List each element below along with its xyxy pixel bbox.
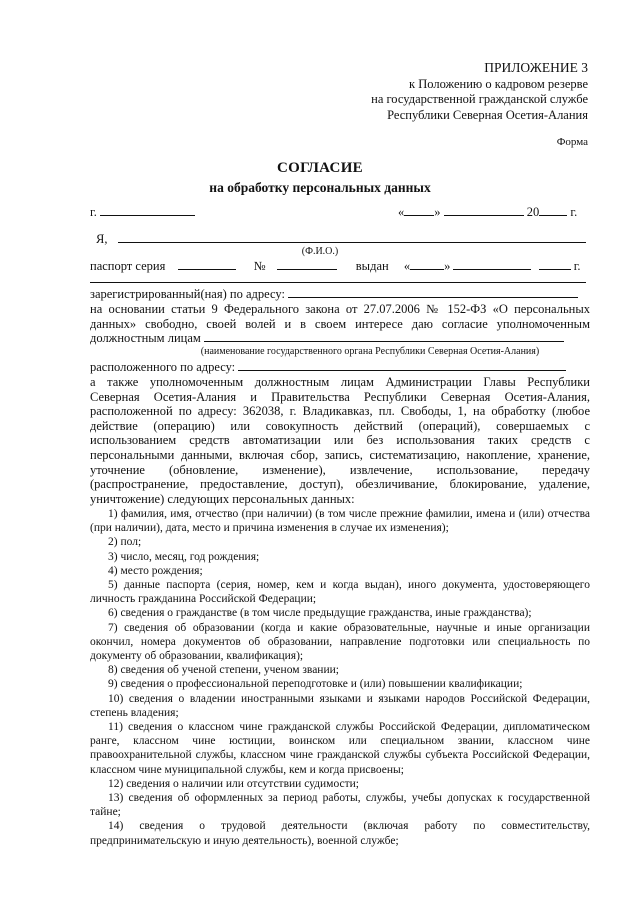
document-subtitle: на обработку персональных данных — [209, 180, 431, 195]
passport-label: паспорт серия — [90, 259, 166, 273]
list-item-continuation: правоохранительной службы, классном чине гражданской службы субъекта Российской Федерации, — [90, 749, 590, 762]
body-line: Северная Осетия-Алания и Правительства Республики Северная Осетия-Алания, — [90, 389, 590, 404]
basis-line-1: на основании статьи 9 Федерального закона от 27.07.2006 № 152-ФЗ «О персональных — [90, 302, 590, 316]
body-line: расположенной по адресу: 362038, г. Владикавказ, пл. Свободы, 1, на обработку (любое — [90, 404, 590, 419]
list-item-first-line: 7) сведения об образовании (когда и какие образовательные, научные и иные организации — [108, 621, 590, 634]
list-item — [90, 606, 590, 620]
registered-line — [90, 287, 590, 302]
list-item — [90, 507, 590, 535]
appendix-line-3: Республики Северная Осетия-Алания — [387, 107, 588, 122]
list-item-first-line: 14) сведения о трудовой деятельности (включая работу по совместительству, — [108, 820, 590, 833]
officials-label: должностным лицам — [90, 331, 201, 346]
address-field[interactable] — [288, 287, 578, 298]
year-suffix: г. — [570, 205, 578, 219]
list-item — [90, 621, 590, 664]
list-item-continuation: степень владения; — [90, 706, 179, 719]
list-item-first-line: 5) данные паспорта (серия, номер, кем и когда выдан), иного документа, удостоверяющего — [108, 579, 590, 592]
list-item — [90, 777, 590, 791]
organization-address-field[interactable] — [238, 360, 566, 371]
list-item-first-line: 11) сведения о классном чине гражданской службы Российской Федерации, дипломатическом — [108, 721, 590, 734]
body-line: действие (операцию) или совокупность действий (операций), совершаемых с — [90, 418, 590, 433]
list-item — [90, 720, 590, 777]
issued-day-field[interactable] — [410, 259, 444, 270]
date-quote-open: « — [398, 205, 405, 219]
day-field[interactable] — [404, 205, 434, 216]
body-line: (распространение, предоставление, доступ), обезличивание, блокирование, удаление, — [90, 477, 590, 492]
issued-month-field[interactable] — [453, 259, 531, 270]
list-item-continuation: классном чине муниципальной службы, кем и когда присвоены; — [90, 763, 404, 776]
ya-label: Я, — [96, 232, 108, 246]
year-prefix: 20 — [526, 205, 540, 219]
issued-quote-open: « — [403, 259, 411, 273]
list-item-first-line: 12) сведения о наличии или отсутствии судимости; — [108, 777, 359, 790]
list-item-continuation: личность гражданина Российской Федерации; — [90, 593, 317, 606]
list-item — [90, 578, 590, 606]
city-date-line — [90, 205, 590, 220]
list-item — [90, 663, 590, 677]
issued-label: выдан — [355, 259, 389, 273]
issued-year-suffix: г. — [573, 259, 581, 273]
appendix-line-2: на государственной гражданской службе — [371, 92, 588, 106]
list-item — [90, 535, 590, 549]
list-item-continuation: ранге, классном чине юстиции, воинском или специальном звании, классном чине — [90, 735, 590, 748]
date-quote-close: » — [434, 205, 441, 219]
fio-field[interactable] — [118, 232, 586, 243]
month-field[interactable] — [444, 205, 524, 216]
city-prefix: г. — [90, 205, 97, 219]
fio-note: (Ф.И.О.) — [301, 246, 339, 257]
consent-body — [90, 375, 590, 506]
list-item-continuation: предпринимательскую и иную деятельность), военной службе; — [90, 834, 399, 847]
body-last-line: уничтожение) следующих персональных данных: — [90, 491, 355, 506]
list-item-first-line: 10) сведения о владении иностранными языками и языками народов Российской Федерации, — [108, 692, 590, 705]
basis-paragraph — [90, 302, 590, 346]
located-label: расположенного по адресу: — [90, 360, 236, 374]
list-item-first-line: 6) сведения о гражданстве (в том числе предыдущие гражданства, иные гражданства); — [108, 607, 532, 620]
number-sign: № — [253, 259, 266, 273]
list-item-continuation: тайне; — [90, 806, 121, 819]
list-item — [90, 819, 590, 847]
appendix-number: ПРИЛОЖЕНИЕ 3 — [484, 60, 588, 75]
issued-year-field[interactable] — [539, 259, 571, 270]
body-line: использованием средств автоматизации или без использования таких средств с — [90, 433, 590, 448]
document-title: СОГЛАСИЕ — [277, 160, 363, 176]
passport-series-field[interactable] — [178, 259, 236, 270]
list-item-continuation: окончил, номера документов об образовании, направление подготовки или специальность по — [90, 635, 590, 648]
list-item-first-line: 4) место рождения; — [108, 564, 203, 577]
personal-data-list — [90, 507, 590, 848]
issued-by-field[interactable] — [90, 272, 586, 283]
appendix-header — [371, 60, 588, 123]
passport-number-field[interactable] — [277, 259, 337, 270]
list-item — [90, 692, 590, 720]
list-item-first-line: 9) сведения о профессиональной переподготовке и (или) повышении квалификации; — [108, 678, 523, 691]
list-item — [90, 564, 590, 578]
list-item-continuation: документу об образовании, квалификация); — [90, 650, 304, 663]
list-item — [90, 791, 590, 819]
body-line: персональными данными, включая сбор, запись, систематизацию, накопление, хранение, — [90, 447, 590, 462]
registered-label: зарегистрированный(ная) по адресу: — [90, 287, 285, 301]
list-item-continuation: (при наличии), дата, место и причина изменения в случае их изменения); — [90, 522, 449, 535]
list-item-first-line: 2) пол; — [108, 536, 142, 549]
list-item-first-line: 3) число, месяц, год рождения; — [108, 550, 260, 563]
basis-line-2: данных» свободно, своей волей и в своем интересе даю согласие уполномоченным — [90, 316, 590, 331]
form-label: Форма — [556, 136, 588, 148]
year-field[interactable] — [539, 205, 567, 216]
body-line: а также уполномоченным должностным лицам Администрации Главы Республики — [90, 375, 590, 389]
list-item — [90, 677, 590, 691]
city-field[interactable] — [100, 205, 195, 216]
list-item — [90, 550, 590, 564]
organization-field[interactable] — [204, 331, 564, 342]
issued-by-line — [90, 272, 590, 287]
body-line: уточнение (обновление, изменение), извлечение, использование, передачу — [90, 462, 590, 477]
issued-quote-close: » — [444, 259, 451, 273]
located-line — [90, 360, 590, 375]
list-item-first-line: 8) сведения об ученой степени, ученом звании; — [108, 664, 339, 677]
list-item-first-line: 1) фамилия, имя, отчество (при наличии) (в том числе прежние фамилии, имена и (или) отчества — [108, 508, 590, 520]
list-item-first-line: 13) сведения об оформленных за период работы, службы, учебы допусках к государственной — [108, 792, 590, 805]
organization-note: (наименование государственного органа Республики Северная Осетия-Алания) — [200, 346, 540, 357]
appendix-line-1: к Положению о кадровом резерве — [409, 76, 588, 91]
